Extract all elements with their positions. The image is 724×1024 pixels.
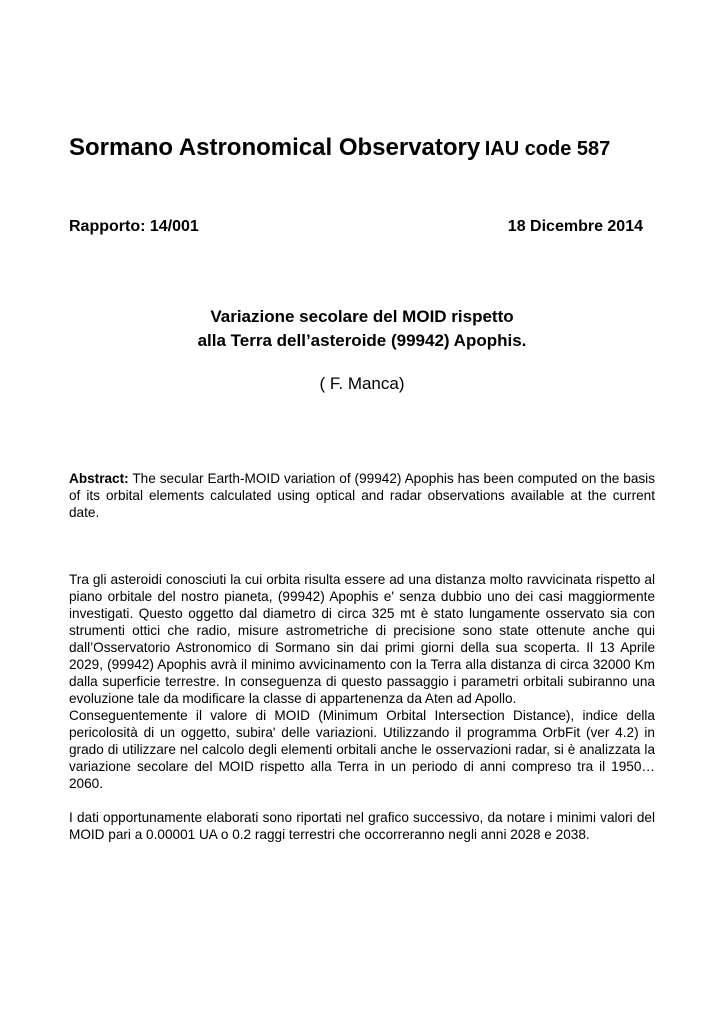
abstract: [69, 470, 655, 521]
abstract-label: Abstract:: [69, 471, 129, 486]
abstract-text: The secular Earth-MOID variation of (99942) Apophis has been computed on the basis of its orbital elements calculated using optical and radar observations available at the current date.: [69, 471, 655, 520]
iau-code: IAU code 587: [484, 138, 611, 160]
paper-title-line-1: Variazione secolare del MOID rispetto: [210, 307, 514, 326]
document-title: [69, 134, 610, 162]
report-date: 18 Dicembre 2014: [507, 218, 643, 235]
paragraph-intro: Tra gli asteroidi conosciuti la cui orbita risulta essere ad una distanza molto ravvicinata rispetto al piano orbitale del nostro pianeta, (99942) Apophis e' senza dubbio uno dei casi maggiormente investigati. Questo oggetto dal diametro di circa 325 mt è stato lungamente osservato sia con strumenti ottici che radio, misure astrometriche di precisione sono state ottenute anche qui dall’Osservatorio Astronomico di Sormano sin dai primi giorni della sua scoperta. Il 13 Aprile 2029, (99942) Apophis avrà il minimo avvicinamento con la Terra alla distanza di circa 32000 Km dalla superficie terrestre. In conseguenza di questo passaggio i parametri orbitali subiranno una evoluzione tale da modificare la classe di appartenenza da Aten ad Apollo.: [69, 572, 655, 706]
paragraph-moid: Conseguentemente il valore di MOID (Minimum Orbital Intersection Distance), indice della pericolosità di un oggetto, subira' delle variazioni. Utilizzando il programma OrbFit (ver 4.2) in grado di utilizzare nel calcolo degli elementi orbitali anche le osservazioni radar, si è analizzata la variazione secolare del MOID rispetto alla Terra in un periodo di anni compreso tra il 1950…2060.: [69, 708, 655, 791]
observatory-name: Sormano Astronomical Observatory: [69, 134, 481, 161]
paper-title: [69, 305, 655, 353]
paragraph-results: I dati opportunamente elaborati sono riportati nel grafico successivo, da notare i minimi valori del MOID pari a 0.00001 UA o 0.2 raggi terrestri che occorreranno negli anni 2028 e 2038.: [69, 810, 655, 842]
report-header: [69, 218, 643, 236]
author: ( F. Manca): [319, 374, 405, 393]
body-text: [69, 571, 655, 843]
paper-title-line-2: alla Terra dell’asteroide (99942) Apophis.: [197, 331, 527, 350]
report-number: Rapporto: 14/001: [69, 218, 199, 235]
